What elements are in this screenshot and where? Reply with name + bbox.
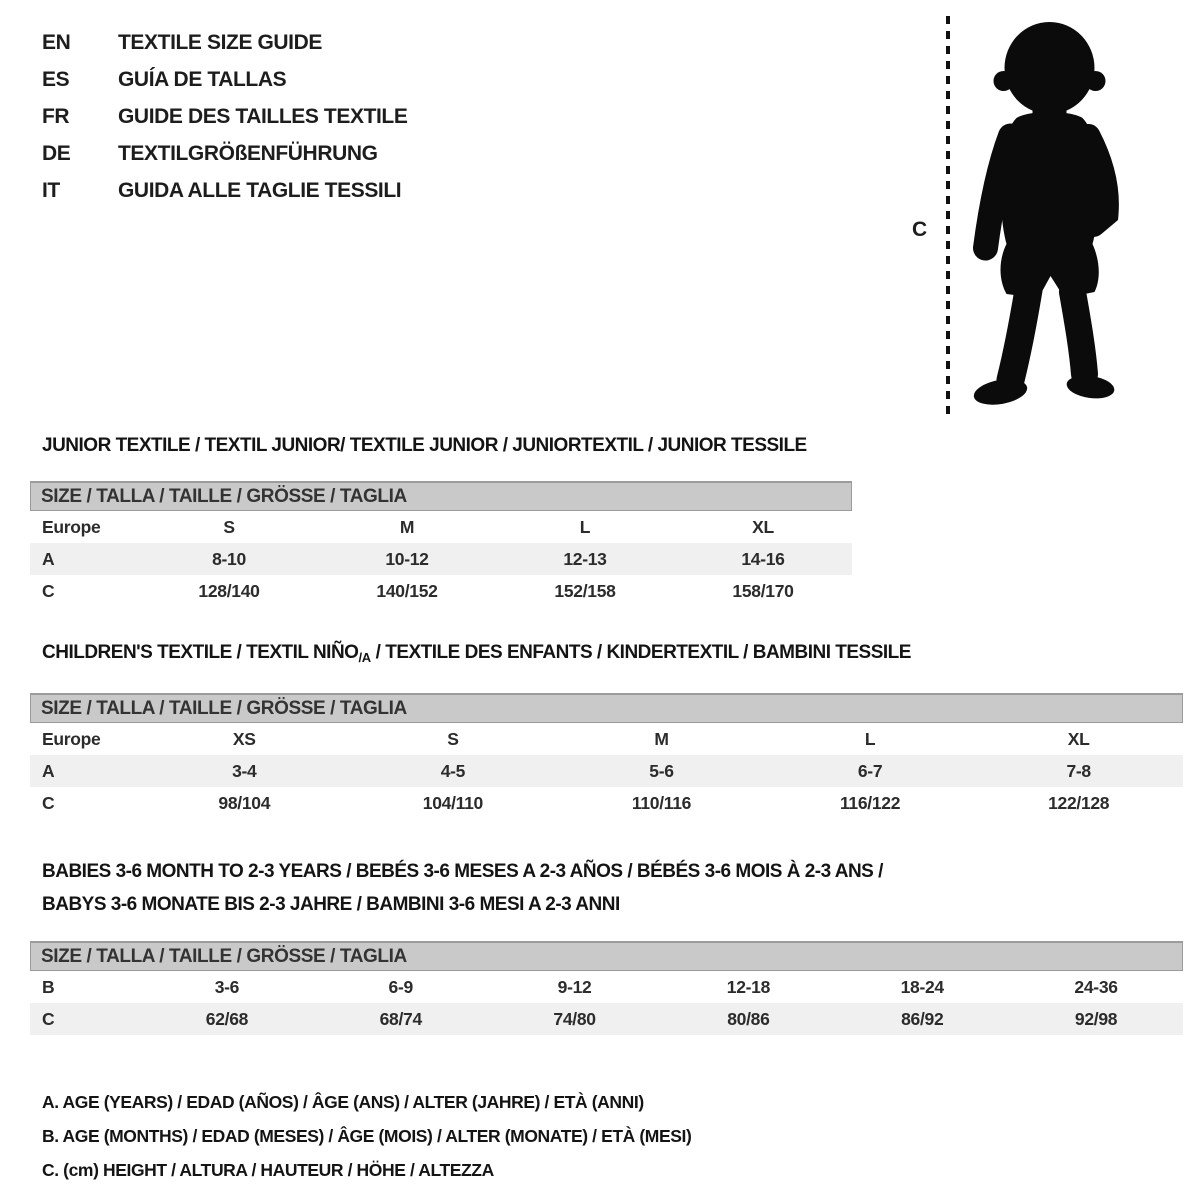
row-label: Europe xyxy=(42,728,101,749)
table-cell: 80/86 xyxy=(727,1008,770,1029)
language-code: ES xyxy=(42,67,70,91)
language-code: DE xyxy=(42,141,71,165)
language-title: GUÍA DE TALLAS xyxy=(118,67,287,91)
language-title: TEXTILE SIZE GUIDE xyxy=(118,30,322,54)
table-cell: 104/110 xyxy=(422,792,483,813)
table-cell: 68/74 xyxy=(379,1008,422,1029)
table-row-age xyxy=(30,543,852,575)
height-measure-dashed-line xyxy=(946,16,950,416)
table-header-row xyxy=(30,723,1183,755)
table-cell: 74/80 xyxy=(553,1008,596,1029)
table-cell: 7-8 xyxy=(1066,760,1091,781)
language-title: GUIDA ALLE TAGLIE TESSILI xyxy=(118,178,402,202)
table-cell: 8-10 xyxy=(212,548,246,569)
children-title-text: CHILDREN'S TEXTILE / TEXTIL NIÑO xyxy=(42,642,359,663)
table-cell: 3-6 xyxy=(214,976,240,997)
junior-size-table xyxy=(30,481,852,607)
row-label: C xyxy=(42,792,55,813)
row-label: Europe xyxy=(42,516,101,537)
table-cell: 3-4 xyxy=(232,760,257,781)
size-header-bar: SIZE / TALLA / TAILLE / GRÖSSE / TAGLIA xyxy=(30,481,852,511)
column-header: XL xyxy=(752,516,774,537)
junior-section-title: JUNIOR TEXTILE / TEXTIL JUNIOR/ TEXTILE JUNIOR / JUNIORTEXTIL / JUNIOR TESSILE xyxy=(42,435,807,456)
table-cell: 116/122 xyxy=(839,792,901,813)
table-row-age xyxy=(30,755,1183,787)
row-label: A xyxy=(42,760,55,781)
babies-title-line2: BABYS 3-6 MONATE BIS 2-3 JAHRE / BAMBINI 3-6 MESI A 2-3 ANNI xyxy=(42,894,620,915)
table-cell: 122/128 xyxy=(1048,792,1110,813)
language-row-es xyxy=(42,61,407,98)
table-cell: 140/152 xyxy=(376,580,438,601)
table-cell: 18-24 xyxy=(900,976,944,997)
row-label: C xyxy=(42,580,55,601)
children-title-subscript: /A xyxy=(358,650,371,665)
row-label: B xyxy=(42,976,55,997)
table-cell: 14-16 xyxy=(741,548,785,569)
babies-size-table xyxy=(30,941,1183,1035)
table-row-months xyxy=(30,971,1183,1003)
table-cell: 152/158 xyxy=(554,580,616,601)
table-cell: 6-7 xyxy=(857,760,883,781)
language-title: TEXTILGRÖßENFÜHRUNG xyxy=(118,141,378,165)
table-cell: 128/140 xyxy=(198,580,260,601)
header-area xyxy=(0,0,1200,430)
legend-line-c: C. (cm) HEIGHT / ALTURA / HAUTEUR / HÖHE / ALTEZZA xyxy=(42,1160,494,1180)
babies-title-line1: BABIES 3-6 MONTH TO 2-3 YEARS / BEBÉS 3-6 MESES A 2-3 AÑOS / BÉBÉS 3-6 MOIS À 2-3 ANS / xyxy=(42,861,883,882)
toddler-silhouette-icon xyxy=(964,18,1134,418)
legend-line-a: A. AGE (YEARS) / EDAD (AÑOS) / ÂGE (ANS) / ALTER (JAHRE) / ETÀ (ANNI) xyxy=(42,1092,644,1112)
column-header: XL xyxy=(1067,728,1090,749)
children-section-title xyxy=(42,643,1200,668)
table-row-height xyxy=(30,1003,1183,1035)
column-header: M xyxy=(399,516,415,537)
column-header: L xyxy=(864,728,876,749)
column-header: L xyxy=(579,516,591,537)
children-size-table xyxy=(30,693,1183,819)
table-cell: 12-13 xyxy=(563,548,607,569)
language-row-en xyxy=(42,24,407,61)
language-title-list xyxy=(42,24,407,209)
children-title-text: / TEXTILE DES ENFANTS / KINDERTEXTIL / BAMBINI TESSILE xyxy=(370,642,911,663)
babies-section-title xyxy=(42,855,1200,921)
table-cell: 158/170 xyxy=(732,580,794,601)
column-header: S xyxy=(223,516,235,537)
language-row-it xyxy=(42,172,407,209)
measure-legend xyxy=(42,1085,1200,1187)
language-code: IT xyxy=(42,178,60,202)
row-label: A xyxy=(42,548,55,569)
table-row-height xyxy=(30,787,1183,819)
language-row-fr xyxy=(42,98,407,135)
table-cell: 5-6 xyxy=(649,760,674,781)
table-cell: 9-12 xyxy=(557,976,592,997)
table-cell: 4-5 xyxy=(440,760,466,781)
table-cell: 12-18 xyxy=(726,976,771,997)
table-cell: 92/98 xyxy=(1074,1008,1118,1029)
table-cell: 98/104 xyxy=(218,792,271,813)
height-measure-label: C xyxy=(912,218,927,241)
table-cell: 110/116 xyxy=(631,792,692,813)
column-header: XS xyxy=(232,728,256,749)
language-code: FR xyxy=(42,104,70,128)
legend-line-b: B. AGE (MONTHS) / EDAD (MESES) / ÂGE (MOIS) / ALTER (MONATE) / ETÀ (MESI) xyxy=(42,1126,692,1146)
column-header: S xyxy=(447,728,459,749)
table-cell: 62/68 xyxy=(205,1008,249,1029)
language-title: GUIDE DES TAILLES TEXTILE xyxy=(118,104,408,128)
table-row-height xyxy=(30,575,852,607)
table-header-row xyxy=(30,511,852,543)
table-cell: 86/92 xyxy=(901,1008,944,1029)
size-header-bar: SIZE / TALLA / TAILLE / GRÖSSE / TAGLIA xyxy=(30,693,1183,723)
size-header-bar: SIZE / TALLA / TAILLE / GRÖSSE / TAGLIA xyxy=(30,941,1183,971)
language-code: EN xyxy=(42,30,71,54)
table-cell: 24-36 xyxy=(1074,976,1118,997)
column-header: M xyxy=(654,728,669,749)
language-row-de xyxy=(42,135,407,172)
row-label: C xyxy=(42,1008,55,1029)
table-cell: 6-9 xyxy=(388,976,413,997)
table-cell: 10-12 xyxy=(385,548,429,569)
